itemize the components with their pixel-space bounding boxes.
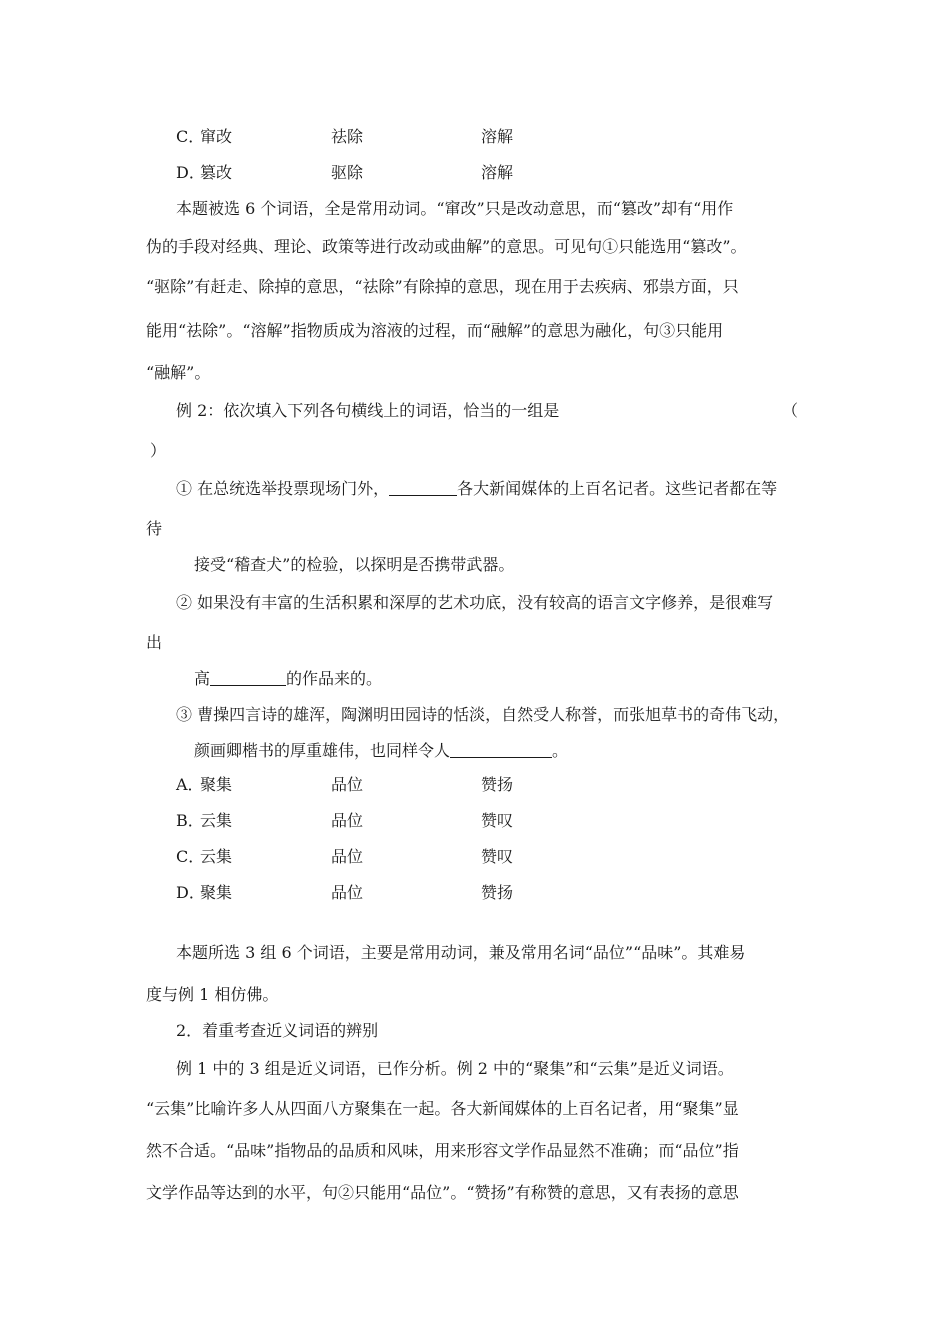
sentence-2: ② 如果没有丰富的生活积累和深厚的艺术功底，没有较高的语言文字修养，是很难写 xyxy=(176,593,774,612)
option-word-2: 品位 xyxy=(331,883,364,902)
sentence-3: ③ 曹操四言诗的雄浑，陶渊明田园诗的恬淡，自然受人称誉，而张旭草书的奇伟飞动， xyxy=(176,705,790,724)
sentence-1 xyxy=(176,478,777,500)
option-word-3: 赞扬 xyxy=(481,775,514,794)
paragraph-line: 本题被选 6 个词语，全是常用动词。“窜改”只是改动意思，而“篡改”却有“用作 xyxy=(176,199,734,218)
sentence-2-continued xyxy=(194,668,382,690)
answer-paren-close: ） xyxy=(150,441,167,460)
option-word-3: 溶解 xyxy=(481,163,514,182)
paragraph-line: 本题所选 3 组 6 个词语，主要是常用动词，兼及常用名词“品位”“品味”。其难易 xyxy=(176,943,746,962)
option-word-1: 云集 xyxy=(200,847,233,866)
option-word-1: 云集 xyxy=(200,811,233,830)
answer-paren-open: （ xyxy=(782,401,799,420)
sentence-text: 高 xyxy=(194,669,211,688)
paragraph-line: 度与例 1 相仿佛。 xyxy=(146,985,279,1004)
paragraph-line: “驱除”有赶走、除掉的意思，“祛除”有除掉的意思，现在用于去疾病、邪祟方面，只 xyxy=(146,277,739,296)
option-word-3: 赞叹 xyxy=(481,847,514,866)
fill-blank-1 xyxy=(389,479,457,496)
option-letter: D． xyxy=(176,883,205,902)
sentence-1-wrap: 待 xyxy=(146,519,163,538)
option-word-1: 聚集 xyxy=(200,775,233,794)
fill-blank-2 xyxy=(210,669,286,686)
sentence-3-continued xyxy=(194,740,568,762)
option-letter: D． xyxy=(176,163,205,182)
option-word-3: 赞叹 xyxy=(481,811,514,830)
paragraph-line: 例 1 中的 3 组是近义词语，已作分析。例 2 中的“聚集”和“云集”是近义词语。 xyxy=(176,1059,734,1078)
option-word-1: 篡改 xyxy=(200,163,233,182)
sentence-text: 。 xyxy=(552,741,569,760)
sentence-text: 各大新闻媒体的上百名记者。这些记者都在等 xyxy=(457,479,778,498)
option-letter: C． xyxy=(176,847,205,866)
paragraph-line: 能用“祛除”。“溶解”指物质成为溶液的过程，而“融解”的意思为融化，句③只能用 xyxy=(146,321,724,340)
option-word-2: 品位 xyxy=(331,847,364,866)
option-word-2: 驱除 xyxy=(331,163,364,182)
paragraph-line: 文学作品等达到的水平，句②只能用“品位”。“赞扬”有称赞的意思，又有表扬的意思 xyxy=(146,1183,739,1202)
option-word-3: 溶解 xyxy=(481,127,514,146)
section-heading: 2．着重考查近义词语的辨别 xyxy=(176,1021,379,1040)
option-word-2: 祛除 xyxy=(331,127,364,146)
paragraph-line: 然不合适。“品味”指物品的品质和风味，用来形容文学作品显然不准确；而“品位”指 xyxy=(146,1141,739,1160)
paragraph-line: “融解”。 xyxy=(146,363,211,382)
sentence-text: 的作品来的。 xyxy=(286,669,383,688)
option-word-2: 品位 xyxy=(331,775,364,794)
sentence-1-continued: 接受“稽查犬”的检验，以探明是否携带武器。 xyxy=(194,555,515,574)
paragraph-line: “云集”比喻许多人从四面八方聚集在一起。各大新闻媒体的上百名记者，用“聚集”显 xyxy=(146,1099,739,1118)
option-word-3: 赞扬 xyxy=(481,883,514,902)
option-word-2: 品位 xyxy=(331,811,364,830)
option-letter: A． xyxy=(176,775,204,794)
option-word-1: 聚集 xyxy=(200,883,233,902)
paragraph-line: 伪的手段对经典、理论、政策等进行改动或曲解”的意思。可见句①只能选用“篡改”。 xyxy=(146,237,747,256)
fill-blank-3 xyxy=(450,741,552,758)
option-letter: C． xyxy=(176,127,205,146)
option-letter: B． xyxy=(176,811,204,830)
option-word-1: 窜改 xyxy=(200,127,233,146)
sentence-text: ① 在总统选举投票现场门外， xyxy=(176,479,390,498)
example-2-intro: 例 2：依次填入下列各句横线上的词语，恰当的一组是 xyxy=(176,401,560,420)
sentence-2-wrap: 出 xyxy=(146,633,163,652)
sentence-text: 颜画卿楷书的厚重雄伟，也同样令人 xyxy=(194,741,451,760)
